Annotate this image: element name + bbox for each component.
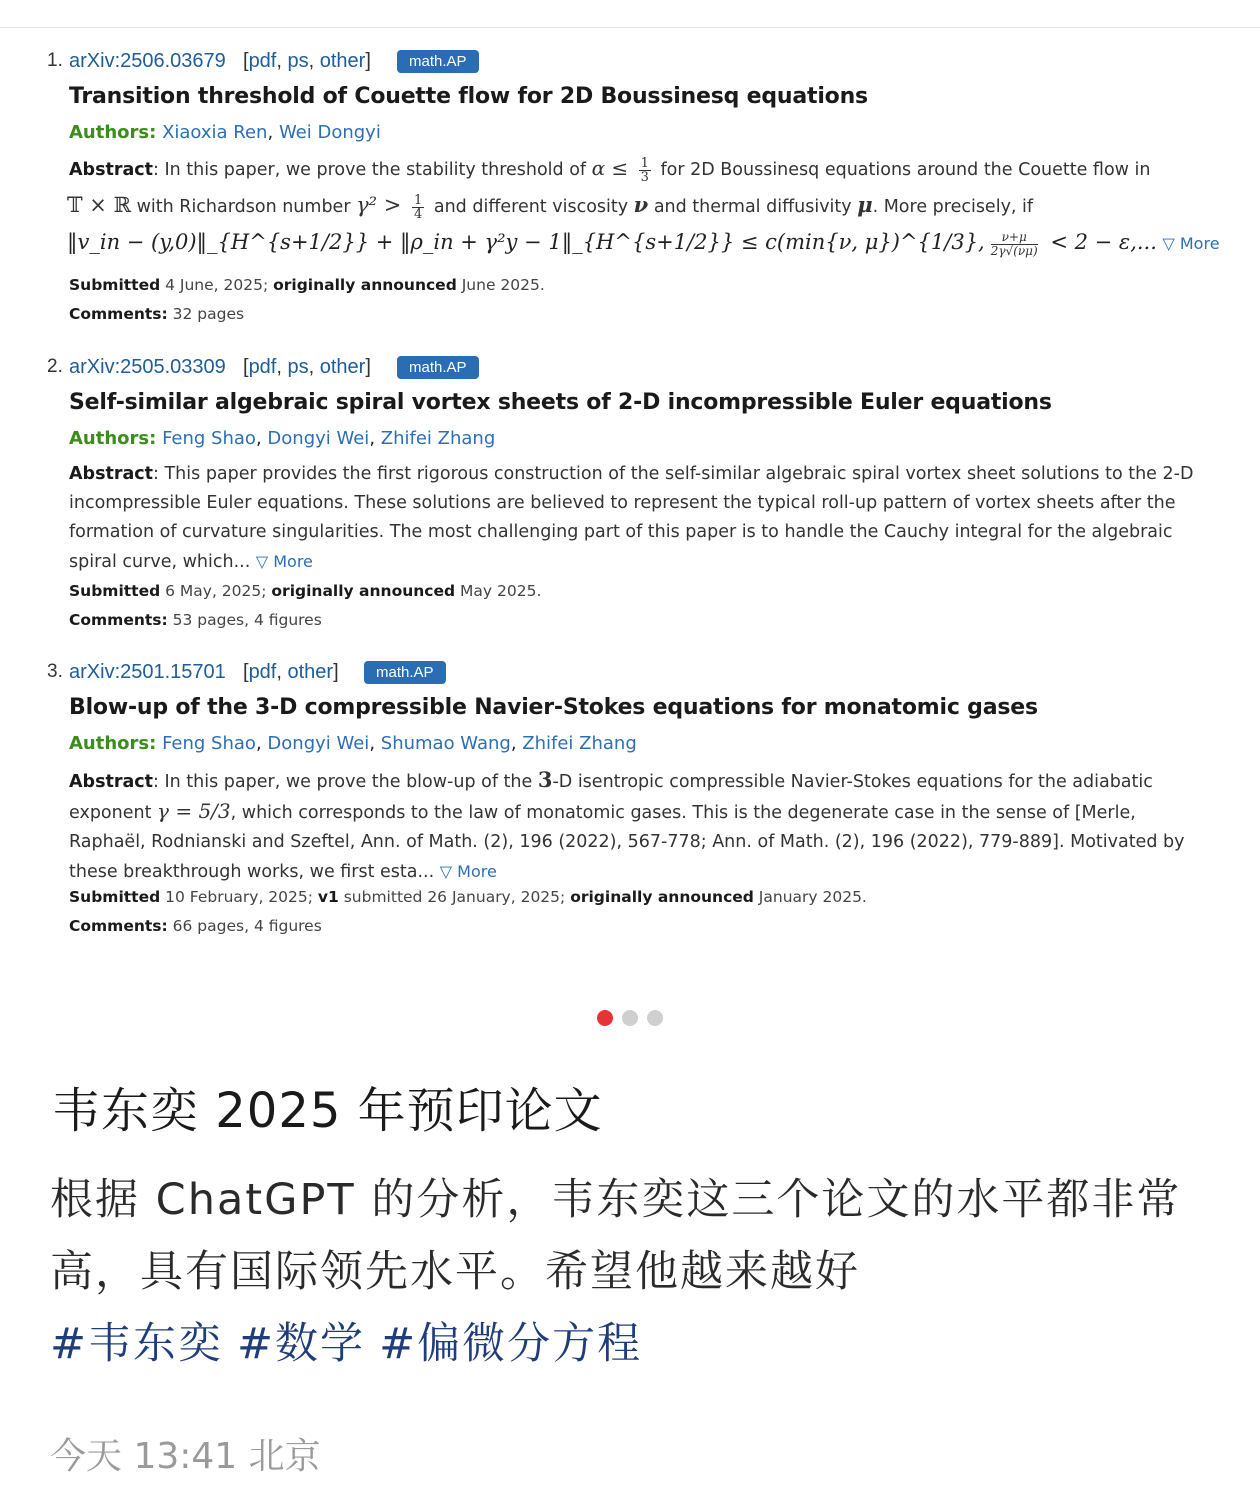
paper-title: Self-similar algebraic spiral vortex sheets of 2-D incompressible Euler equations bbox=[69, 390, 1052, 415]
other-link[interactable]: other bbox=[287, 661, 334, 683]
ps-link[interactable]: ps bbox=[287, 356, 309, 378]
paper-title: Transition threshold of Couette flow for 2D Boussinesq equations bbox=[69, 84, 868, 109]
abstract bbox=[69, 765, 1209, 887]
ps-link[interactable]: ps bbox=[287, 50, 309, 72]
author-link[interactable]: Feng Shao bbox=[162, 733, 256, 754]
math-domain: 𝕋 × ℝ bbox=[67, 193, 132, 217]
authors-line: Authors: Feng Shao, Dongyi Wei, Shumao Wang, Zhifei Zhang bbox=[69, 733, 637, 754]
submission-info: Submitted 6 May, 2025; originally announced May 2025. bbox=[69, 582, 542, 600]
arxiv-id-link[interactable]: arXiv:2501.15701 bbox=[69, 661, 226, 683]
math-fraction: $\frac{1}{4}$ bbox=[414, 192, 423, 222]
other-link[interactable]: other bbox=[319, 50, 366, 72]
author-link[interactable]: Zhifei Zhang bbox=[380, 428, 496, 449]
abstract-text: and thermal diffusivity bbox=[648, 197, 858, 217]
carousel-dot[interactable] bbox=[647, 1010, 663, 1026]
category-tag[interactable]: math.AP bbox=[364, 661, 446, 684]
abstract-text: : This paper provides the first rigorous construction of the self-similar algebraic spiral vortex sheet solutions to the 2-D incompressible Euler equations. These solutions are believed to represent the typical roll-up pattern of vortex sheets after the formation of curvature singularities. The most challenging part of this paper is to handle the Cauchy integral for the algebraic spiral curve, which... bbox=[69, 464, 1194, 572]
abstract-label: Abstract bbox=[69, 772, 154, 792]
hashtag-link[interactable]: #偏微分方程 bbox=[379, 1319, 643, 1369]
author-link[interactable]: Zhifei Zhang bbox=[522, 733, 637, 754]
paper-title: Blow-up of the 3-D compressible Navier-Stokes equations for monatomic gases bbox=[69, 695, 1038, 720]
comments-info: Comments: 32 pages bbox=[69, 305, 245, 323]
math-condition: ‖v_in − (y,0)‖_{H^{s+1/2}} + ‖ρ_in + γ²y − 1‖_{H^{s+1/2}} ≤ c(min{ν, μ})^{1/3}, bbox=[67, 230, 985, 254]
author-link[interactable]: Xiaoxia Ren bbox=[162, 122, 268, 143]
result-number: 1. bbox=[47, 50, 63, 71]
abstract-label: Abstract bbox=[69, 160, 154, 180]
author-link[interactable]: Dongyi Wei bbox=[267, 733, 370, 754]
pdf-link[interactable]: pdf bbox=[248, 50, 277, 72]
abstract-text: . More precisely, if bbox=[872, 197, 1034, 217]
authors-line: Authors: Feng Shao, Dongyi Wei, Zhifei Zhang bbox=[69, 428, 496, 449]
result-number: 2. bbox=[47, 356, 63, 377]
submission-info: Submitted 10 February, 2025; v1 submitted 26 January, 2025; originally announced January 2025. bbox=[69, 888, 867, 906]
arxiv-id-link[interactable]: arXiv:2505.03309 bbox=[69, 356, 226, 378]
hashtag-list bbox=[50, 1308, 656, 1380]
arxiv-id-link[interactable]: arXiv:2506.03679 bbox=[69, 50, 226, 72]
carousel-dot[interactable] bbox=[622, 1010, 638, 1026]
post-body: 根据 ChatGPT 的分析，韦东奕这三个论文的水平都非常高，具有国际领先水平。希望他越来越好 bbox=[50, 1175, 1182, 1297]
abstract-text: , which corresponds to the law of monatomic gases. This is the degenerate case in the sense of [Merle, Raphaël, Rodnianski and Szeftel, Ann. of Math. (2), 196 (2022), 567-778; Ann. of Math. (2), 196 (2022), 779-889]. Motivated by these breakthrough works, we first esta... bbox=[69, 803, 1185, 882]
post-timestamp: 今天 13:41 北京 bbox=[50, 1436, 321, 1477]
abstract-text: and different viscosity bbox=[428, 197, 634, 217]
math-symbol: ν bbox=[633, 192, 649, 217]
authors-label: Authors: bbox=[69, 122, 157, 143]
more-toggle[interactable]: ▽ More bbox=[439, 862, 497, 881]
comments-info: Comments: 66 pages, 4 figures bbox=[69, 917, 322, 935]
category-tag[interactable]: math.AP bbox=[397, 50, 479, 73]
abstract-label: Abstract bbox=[69, 464, 154, 484]
author-link[interactable]: Wei Dongyi bbox=[278, 122, 381, 143]
comments-info: Comments: 53 pages, 4 figures bbox=[69, 611, 322, 629]
format-links: [pdf, ps, other] bbox=[243, 356, 371, 378]
math-inequality: α ≤ bbox=[591, 156, 635, 180]
hashtag-link[interactable]: #韦东奕 bbox=[50, 1319, 224, 1369]
more-toggle[interactable]: ▽ More bbox=[1162, 234, 1220, 253]
author-link[interactable]: Dongyi Wei bbox=[267, 428, 370, 449]
pdf-link[interactable]: pdf bbox=[248, 356, 277, 378]
math-expression: γ = 5/3 bbox=[157, 799, 231, 823]
math-fraction: $\frac{1}{3}$ bbox=[640, 155, 649, 185]
format-links: [pdf, ps, other] bbox=[243, 50, 371, 72]
result-number: 3. bbox=[47, 661, 63, 682]
format-links: [pdf, other] bbox=[243, 661, 339, 683]
math-number: 3 bbox=[537, 767, 553, 792]
pdf-link[interactable]: pdf bbox=[248, 661, 277, 683]
other-link[interactable]: other bbox=[319, 356, 366, 378]
abstract-text: for 2D Boussinesq equations around the Couette flow in bbox=[654, 160, 1151, 180]
abstract bbox=[69, 460, 1209, 577]
authors-label: Authors: bbox=[69, 428, 157, 449]
author-link[interactable]: Feng Shao bbox=[162, 428, 256, 449]
abstract-text: : In this paper, we prove the blow-up of the bbox=[153, 772, 538, 792]
author-link[interactable]: Shumao Wang bbox=[380, 733, 511, 754]
abstract-text: : In this paper, we prove the stability threshold of bbox=[153, 160, 592, 180]
math-condition-end: < 2 − ε,... bbox=[1043, 230, 1157, 254]
carousel-dot-active[interactable] bbox=[597, 1010, 613, 1026]
category-tag[interactable]: math.AP bbox=[397, 356, 479, 379]
top-divider bbox=[0, 27, 1260, 28]
more-toggle[interactable]: ▽ More bbox=[255, 552, 313, 571]
math-symbol: μ bbox=[857, 192, 873, 217]
hashtag-link[interactable]: #数学 bbox=[237, 1319, 366, 1369]
math-fraction: $\frac{\nu+\mu}{2\gamma√(\nu\mu)}$ bbox=[990, 229, 1038, 258]
submission-info: Submitted 4 June, 2025; originally announced June 2025. bbox=[69, 276, 545, 294]
math-expression: γ² > bbox=[356, 193, 409, 217]
authors-line: Authors: Xiaoxia Ren, Wei Dongyi bbox=[69, 122, 381, 143]
authors-label: Authors: bbox=[69, 733, 157, 754]
abstract bbox=[67, 154, 1220, 274]
abstract-text: with Richardson number bbox=[131, 197, 357, 217]
post-title: 韦东奕 2025 年预印论文 bbox=[52, 1083, 603, 1139]
abstract-text: -D isentropic compressible Navier-Stokes equations for the adiabatic exponent bbox=[69, 772, 1153, 823]
